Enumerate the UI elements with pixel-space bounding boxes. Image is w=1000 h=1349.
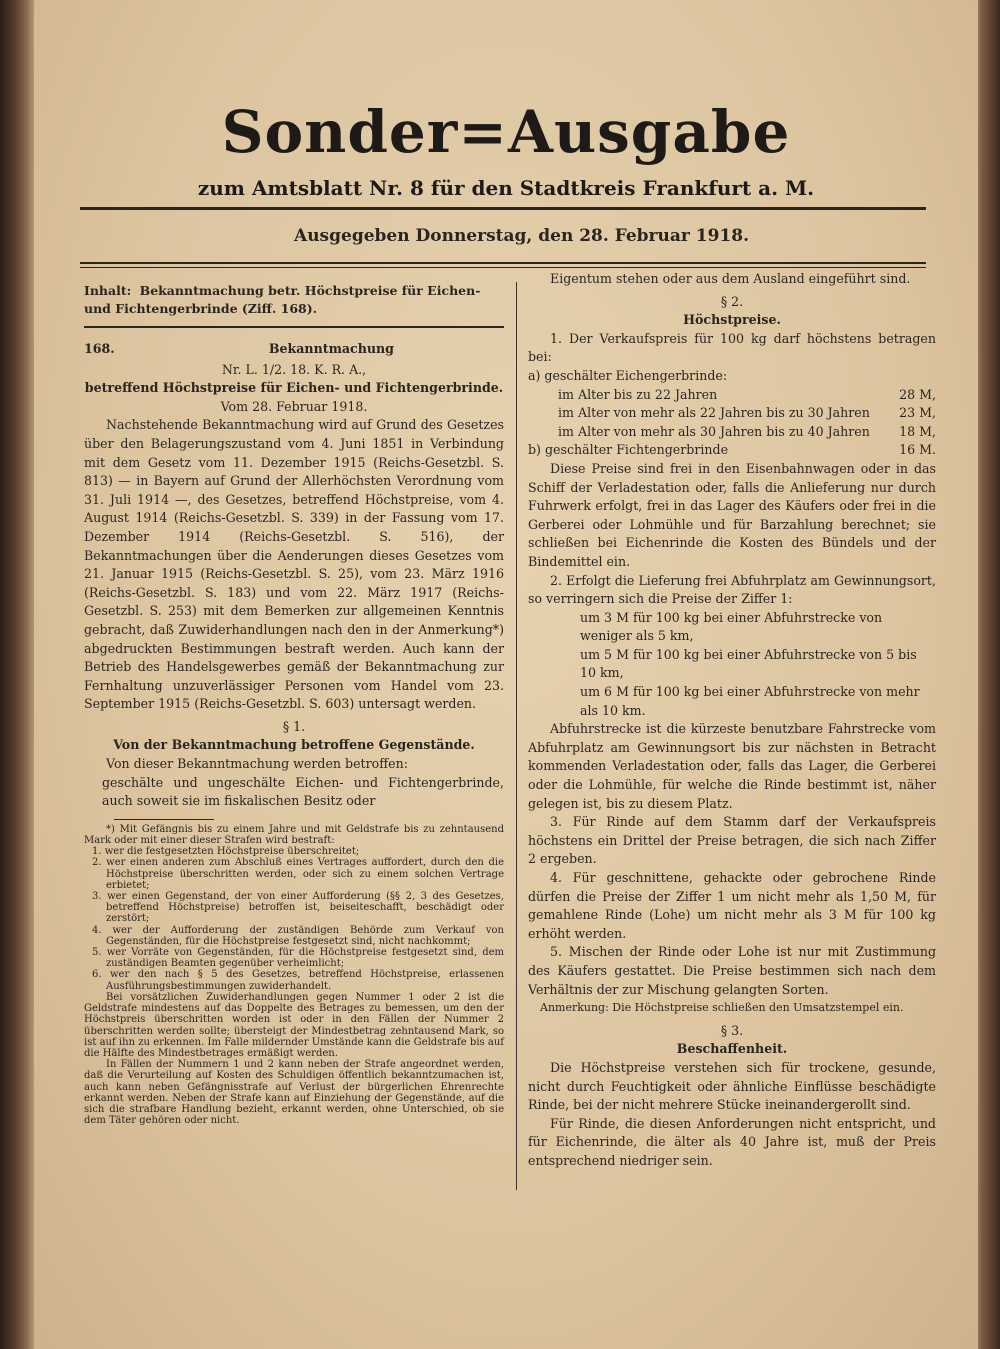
footnote-item: 4. wer der Aufforderung der zuständigen Behörde zum Verkauf von Gegenständen, für die Höchstpreise festgesetzt sind, nicht nachkommt; <box>92 924 504 947</box>
right-column <box>528 270 936 1171</box>
announcement-subject: betreffend Höchstpreise für Eichen- und Fichtengerbrinde. <box>84 380 504 396</box>
header-rule-bottom <box>80 262 926 268</box>
price-value: 23 M, <box>899 405 936 421</box>
section-2-paragraph-2: 2. Erfolgt die Lieferung frei Abfuhrplatz am Gewinnungsort, so verringern sich die Preise der Ziffer 1: <box>528 572 936 607</box>
price-group-a: a) geschälter Eichengerbrinde: <box>528 367 728 383</box>
price-label: im Alter bis zu 22 Jahren <box>558 386 718 402</box>
footnote-paragraph: In Fällen der Nummern 1 und 2 kann neben der Strafe angeordnet werden, daß die Verurteilung auf Kosten des Schuldigen öffentlich bekanntzumachen ist, auch kann neben Gefängnisstrafe auf Verlust der bürgerlichen Ehrenrechte erkannt werden. Neben der Strafe kann auf Einziehung der Gegenstände, auf die sich die strafbare Handlung bezieht, erkannt werden, ohne Unterschied, ob sie dem Täter gehören oder nicht. <box>84 1059 504 1127</box>
footnote <box>84 824 504 1126</box>
price-row <box>528 423 936 442</box>
masthead-title: Sonder=Ausgabe <box>221 98 791 166</box>
page <box>34 0 978 1349</box>
section-3-title: Beschaffenheit. <box>676 1041 788 1057</box>
section-1-number: § 1. <box>282 718 306 734</box>
left-column <box>84 282 504 1126</box>
footnote-item: 2. wer einen anderen zum Abschluß eines Vertrages auffordert, durch den die Höchstpreise überschritten werden, oder sich zu einem solchen Vertrage erbietet; <box>92 857 504 891</box>
footnote-item: 3. wer einen Gegenstand, der von einer Aufforderung (§§ 2, 3 des Gesetzes, betreffend Höchstpreise) betroffen ist, beiseiteschafft, beschädigt oder zerstört; <box>92 891 504 925</box>
issue-date: Ausgegeben Donnerstag, den 28. Februar 1918. <box>294 226 749 246</box>
price-label: im Alter von mehr als 30 Jahren bis zu 40 Jahren <box>558 423 870 439</box>
footnote-rule <box>114 819 214 820</box>
section-1-title: Von der Bekanntmachung betroffene Gegenstände. <box>113 737 475 753</box>
announcement-date: Vom 28. Februar 1918. <box>220 398 368 414</box>
footnote-intro: *) Mit Gefängnis bis zu einem Jahre und mit Geldstrafe bis zu zehntausend Mark oder mit einer dieser Strafen wird bestraft: <box>84 823 504 847</box>
section-2-paragraph-1b: Diese Preise sind frei in den Eisenbahnwagen oder in das Schiff der Verladestation oder, falls die Anlieferung nur durch Fuhrwerk erfolgt, frei in das Lager des Käufers oder frei in die Gerberei oder Lohmühle und für Barzahlung berechnet; sie schließen bei Eichenrinde die Kosten des Bündels und der Bindemittel ein. <box>528 460 936 569</box>
announcement-number: 168. <box>84 341 115 356</box>
price-row-b <box>528 441 936 460</box>
section-2-paragraph-5: 5. Mischen der Rinde oder Lohe ist nur mit Zustimmung des Käufers gestattet. Die Preise bestimmen sich nach dem Verhältnis der zur Mischung gelangten Sorten. <box>528 944 936 997</box>
announcement-header <box>84 340 504 359</box>
section-2-paragraph-4: 4. Für geschnittene, gehackte oder gebrochene Rinde dürfen die Preise der Ziffer 1 um nicht mehr als 1,50 M, für gemahlene Rinde (Lohe) um nicht mehr als 3 M für 100 kg erhöht werden. <box>528 870 936 941</box>
section-3-paragraph-1: Die Höchstpreise verstehen sich für trockene, gesunde, nicht durch Feuchtigkeit oder ähnliche Einflüsse beschädigte Rinde, bei der nicht mehrere Stücke ineinandergerollt sind. <box>528 1059 936 1113</box>
footnote-item: 6. wer den nach § 5 des Gesetzes, betreffend Höchstpreise, erlassenen Ausführungsbestimmungen zuwiderhandelt. <box>92 969 504 992</box>
section-3-number: § 3. <box>720 1022 744 1038</box>
price-label: im Alter von mehr als 22 Jahren bis zu 30 Jahren <box>558 405 870 421</box>
deduction-item: um 5 M für 100 kg bei einer Abfuhrstrecke von 5 bis 10 km, <box>580 646 917 681</box>
price-label-b: b) geschälter Fichtengerbrinde <box>528 442 729 458</box>
masthead-subtitle: zum Amtsblatt Nr. 8 für den Stadtkreis Frankfurt a. M. <box>197 176 815 200</box>
section-2-paragraph-3: 3. Für Rinde auf dem Stamm darf der Verkaufspreis höchstens ein Drittel der Preise betragen, die sich nach Ziffer 2 ergeben. <box>528 814 936 867</box>
toc-label: Inhalt: <box>84 283 132 298</box>
book-binding-left <box>0 0 38 1349</box>
section-3-paragraph-2: Für Rinde, die diesen Anforderungen nicht entspricht, und für Eichenrinde, die älter als 40 Jahre ist, muß der Preis entsprechend niedriger sein. <box>528 1115 936 1168</box>
footnote-item: 1. wer die festgesetzten Höchstpreise überschreitet; <box>92 846 360 858</box>
announcement-intro: Nachstehende Bekanntmachung wird auf Grund des Gesetzes über den Belagerungszustand vom 4. Juni 1851 in Verbindung mit dem Gesetz vom 11. Dezember 1915 (Reichs-Gesetzbl. S. 813) — in Bayern auf Grund der Allerhöchsten Verordnung vom 31. Juli 1914 —, des Gesetzes, betreffend Höchstpreise, vom 4. August 1914 (Reichs-Gesetzbl. S. 339) in der Fassung vom 17. Dezember 1914 (Reichs-Gesetzbl. S. 516), der Bekanntmachungen über die Aenderungen dieses Gesetzes vom 21. Januar 1915 (Reichs-Gesetzbl. S. 25), vom 23. März 1916 (Reichs-Gesetzbl. S. 183) und vom 22. März 1917 (Reichs-Gesetzbl. S. 253) mit dem Bemerken zur allgemeinen Kenntnis gebracht, daß Zuwiderhandlungen nach den in der Anmerkung*) abgedruckten Bestimmungen bestraft werden. Auch kann der Betrieb des Handelsgewerbes gemäß der Bekanntmachung zur Fernhaltung unzuverlässiger Personen vom Handel vom 23. September 1915 (Reichs-Gesetzbl. S. 603) untersagt werden. <box>84 417 504 712</box>
column-divider <box>516 282 517 1190</box>
section-2-number: § 2. <box>720 293 744 309</box>
table-of-contents <box>84 282 504 328</box>
header-rule-top <box>80 207 926 210</box>
footnote-item: 5. wer Vorräte von Gegenständen, für die Höchstpreise festgesetzt sind, dem zuständigen Beamten gegenüber verheimlicht; <box>92 947 504 970</box>
section-1-item: geschälte und ungeschälte Eichen- und Fichtengerbrinde, auch soweit sie im fiskalischen Besitz oder <box>102 774 504 809</box>
section-2-title: Höchstpreise. <box>683 312 781 328</box>
section-1-continuation: Eigentum stehen oder aus dem Ausland eingeführt sind. <box>550 271 911 286</box>
footnote-paragraph: Bei vorsätzlichen Zuwiderhandlungen gegen Nummer 1 oder 2 ist die Geldstrafe mindestens auf das Doppelte des Betrages zu bemessen, um den der Höchstpreis überschritten worden ist oder in den Fällen der Nummer 2 überschritten werden sollte; übersteigt der Mindestbetrag zehntausend Mark, so ist auf ihn zu erkennen. Im Falle mildernder Umstände kann die Geldstrafe bis auf die Hälfte des Mindestbetrages ermäßigt werden. <box>84 991 504 1059</box>
toc-text: Bekanntmachung betr. Höchstpreise für Eichen- und Fichtengerbrinde (Ziff. 168). <box>84 283 481 316</box>
section-2-paragraph-1: 1. Der Verkaufspreis für 100 kg darf höchstens betragen bei: <box>528 330 936 365</box>
announcement-reference: Nr. L. 1/2. 18. K. R. A., <box>221 361 367 377</box>
price-value: 18 M, <box>899 423 936 439</box>
section-2-paragraph-2b: Abfuhrstrecke ist die kürzeste benutzbare Fahrstrecke vom Abfuhrplatz am Gewinnungsort bis zur nächsten in Betracht kommenden Verladestation oder, falls das Lager, die Gerberei oder die Lohmühle, für welche die Rinde bestimmt ist, näher gelegen ist, bis zu diesem Platz. <box>528 721 936 811</box>
price-value-b: 16 M. <box>899 442 936 458</box>
deduction-item: um 3 M für 100 kg bei einer Abfuhrstrecke von weniger als 5 km, <box>580 609 883 644</box>
section-2-note: Anmerkung: Die Höchstpreise schließen den Umsatzstempel ein. <box>540 1001 904 1015</box>
deduction-item: um 6 M für 100 kg bei einer Abfuhrstrecke von mehr als 10 km. <box>580 684 920 718</box>
section-1-text: Von dieser Bekanntmachung werden betroffen: <box>106 756 408 772</box>
price-row <box>528 386 936 405</box>
announcement-heading: Bekanntmachung <box>268 341 394 356</box>
price-row <box>528 404 936 423</box>
price-value: 28 M, <box>899 386 936 402</box>
